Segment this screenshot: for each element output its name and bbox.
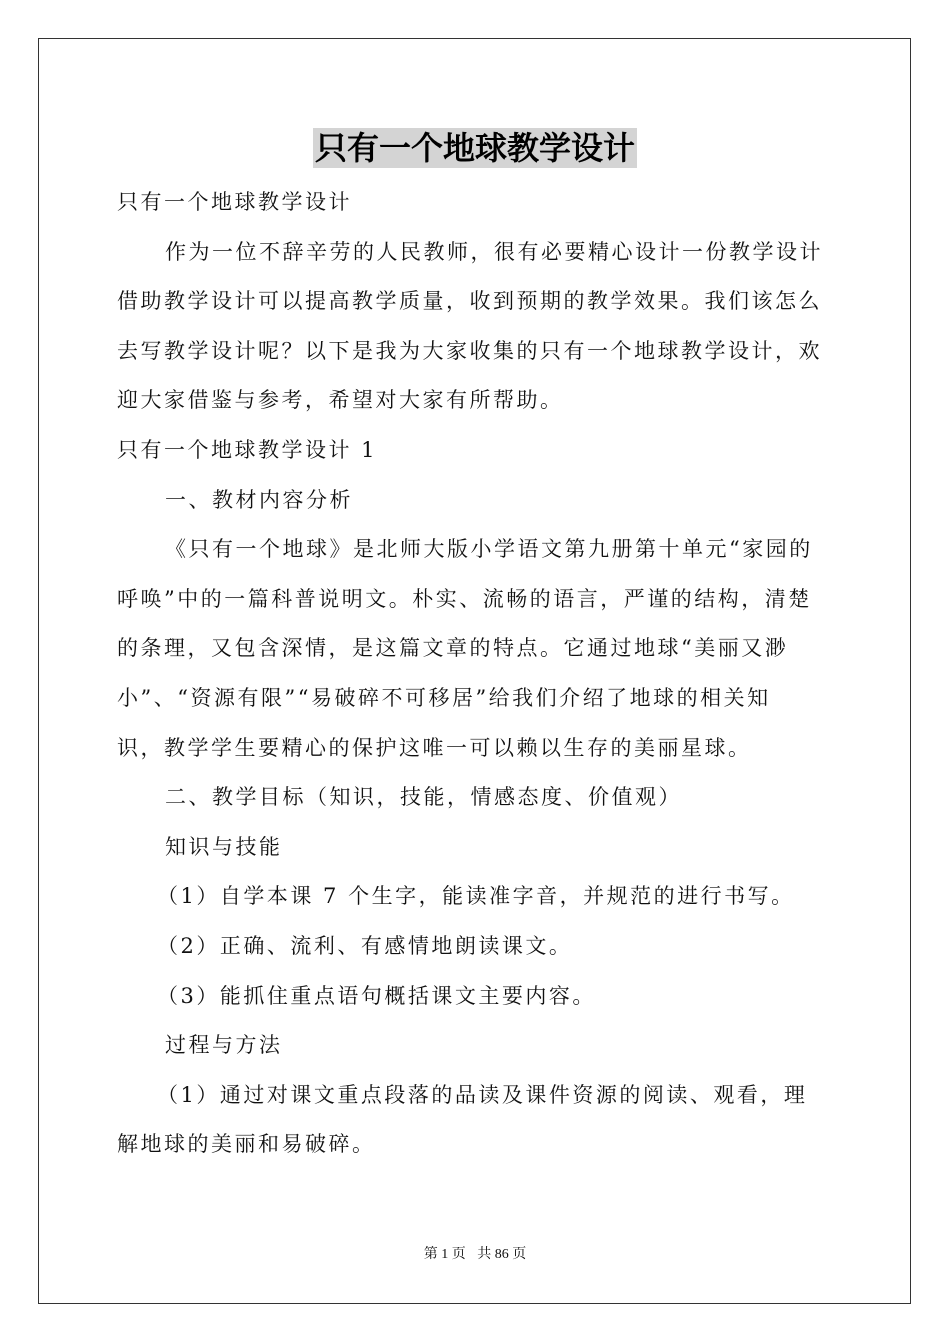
text-line: 只有一个地球教学设计 1 bbox=[117, 437, 378, 462]
page-total: 共 86 页 bbox=[477, 1247, 527, 1262]
page-number: 第 1 页 bbox=[423, 1247, 466, 1262]
text-line: （3）能抓住重点语句概括课文主要内容。 bbox=[157, 983, 596, 1008]
text-line: 识，教学学生要精心的保护这唯一可以赖以生存的美丽星球。 bbox=[117, 735, 752, 760]
document-title: 只有一个地球教学设计 bbox=[314, 129, 635, 167]
text-line: （1）自学本课 7 个生字，能读准字音，并规范的进行书写。 bbox=[157, 884, 795, 909]
text-line: 小”、“资源有限”“易破碎不可移居”给我们介绍了地球的相关知 bbox=[117, 685, 771, 710]
text-line: 解地球的美丽和易破碎。 bbox=[117, 1132, 376, 1157]
text-line: 二、教学目标（知识，技能，情感态度、价值观） bbox=[165, 785, 682, 810]
text-line: （1）通过对课文重点段落的品读及课件资源的阅读、观看，理 bbox=[157, 1082, 808, 1107]
page-footer bbox=[0, 1245, 950, 1265]
text-line: 借助教学设计可以提高教学质量，收到预期的教学效果。我们该怎么 bbox=[117, 289, 822, 314]
text-line: 的条理，又包含深情，是这篇文章的特点。它通过地球“美丽又渺 bbox=[117, 636, 789, 661]
document-body bbox=[117, 178, 833, 1170]
text-line: 迎大家借鉴与参考，希望对大家有所帮助。 bbox=[117, 388, 564, 413]
text-line: （2）正确、流利、有感情地朗读课文。 bbox=[157, 933, 573, 958]
text-line: 知识与技能 bbox=[165, 834, 283, 859]
title-container bbox=[0, 128, 950, 168]
text-line: 《只有一个地球》是北师大版小学语文第九册第十单元“家园的 bbox=[165, 537, 813, 562]
text-line: 一、教材内容分析 bbox=[165, 487, 353, 512]
text-line: 作为一位不辞辛劳的人民教师，很有必要精心设计一份教学设计 bbox=[165, 239, 823, 264]
text-line: 过程与方法 bbox=[165, 1033, 283, 1058]
text-line: 只有一个地球教学设计 bbox=[117, 190, 352, 214]
text-line: 呼唤”中的一篇科普说明文。朴实、流畅的语言，严谨的结构，清楚 bbox=[117, 586, 812, 611]
text-line: 去写教学设计呢？以下是我为大家收集的只有一个地球教学设计，欢 bbox=[117, 338, 822, 363]
